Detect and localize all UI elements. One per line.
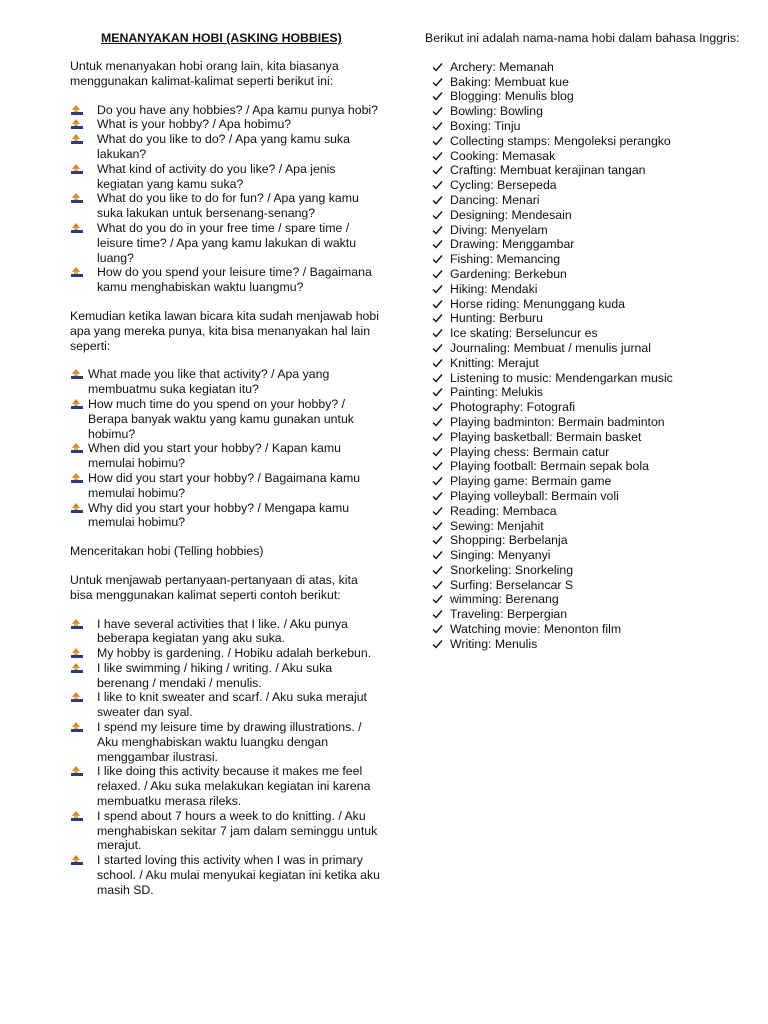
- hobby-label: Fishing: Memancing: [450, 252, 561, 267]
- list-item: How did you start your hobby? / Bagaimana kamu memulai hobimu?: [70, 471, 382, 501]
- list-item: [425, 311, 745, 326]
- list-item: [425, 474, 745, 489]
- hobby-label: Horse riding: Menunggang kuda: [450, 296, 626, 311]
- check-mark-icon: [432, 506, 443, 516]
- hobby-label: Bowling: Bowling: [450, 104, 543, 119]
- check-mark-icon: [432, 387, 443, 397]
- hobby-list-intro: Berikut ini adalah nama-nama hobi dalam bahasa Inggris:: [425, 31, 740, 45]
- list-item: [425, 400, 745, 415]
- hobby-label: Gardening: Berkebun: [450, 266, 567, 281]
- hobby-label: Listening to music: Mendengarkan music: [450, 370, 673, 385]
- check-mark-icon: [432, 373, 443, 383]
- check-mark-icon: [432, 284, 443, 294]
- list-item: Why did you start your hobby? / Mengapa kamu memulai hobimu?: [70, 501, 382, 531]
- check-mark-icon: [432, 491, 443, 501]
- right-column: [425, 31, 745, 666]
- check-mark-icon: [432, 225, 443, 235]
- arrow-bullet-icon: [71, 692, 83, 702]
- list-item: [425, 563, 745, 578]
- list-item: [425, 134, 745, 149]
- hobby-label: Hiking: Mendaki: [450, 281, 538, 296]
- check-mark-icon: [432, 77, 443, 87]
- list-item: [425, 208, 745, 223]
- arrow-bullet-icon: [71, 193, 83, 203]
- list-item: [425, 326, 745, 341]
- list-item: [425, 385, 745, 400]
- check-mark-icon: [432, 136, 443, 146]
- arrow-bullet-icon: [71, 119, 83, 129]
- check-mark-icon: [432, 151, 443, 161]
- arrow-bullet-icon: [71, 399, 83, 409]
- list-item: [425, 445, 745, 460]
- check-mark-icon: [432, 180, 443, 190]
- list-item: [425, 193, 745, 208]
- list-item: [425, 282, 745, 297]
- arrow-bullet-icon: [71, 105, 83, 115]
- hobby-label: Hunting: Berburu: [450, 311, 543, 326]
- check-mark-icon: [432, 106, 443, 116]
- arrow-bullet-icon: [71, 722, 83, 732]
- hobby-label: Knitting: Merajut: [450, 355, 539, 370]
- arrow-bullet-icon: [71, 369, 83, 379]
- arrow-bullet-icon: [71, 503, 83, 513]
- check-mark-icon: [432, 447, 443, 457]
- list-item: [425, 622, 745, 637]
- check-mark-icon: [432, 91, 443, 101]
- hobby-label: Painting: Melukis: [450, 385, 543, 400]
- list-item: What do you do in your free time / spare time / leisure time? / Apa yang kamu lakukan di waktu luang?: [70, 221, 382, 265]
- check-mark-icon: [432, 402, 443, 412]
- list-item: When did you start your hobby? / Kapan kamu memulai hobimu?: [70, 441, 382, 471]
- hobby-label: Shopping: Berbelanja: [450, 533, 568, 548]
- hobby-label: Watching movie: Menonton film: [450, 622, 622, 637]
- list-item: [425, 89, 745, 104]
- check-mark-icon: [432, 343, 443, 353]
- arrow-bullet-icon: [71, 443, 83, 453]
- list-item: [425, 371, 745, 386]
- hobby-label: Playing game: Bermain game: [450, 474, 612, 489]
- hobby-label: Journaling: Membuat / menulis jurnal: [450, 340, 651, 355]
- list-item: I spend about 7 hours a week to do knitting. / Aku menghabiskan sekitar 7 jam dalam seminggu untuk merajut.: [70, 809, 382, 853]
- intro-paragraph: Untuk menanyakan hobi orang lain, kita biasanya menggunakan kalimat-kalimat seperti berikut ini:: [70, 59, 339, 88]
- check-mark-icon: [432, 461, 443, 471]
- hobby-label: Designing: Mendesain: [450, 207, 572, 222]
- check-mark-icon: [432, 165, 443, 175]
- check-mark-icon: [432, 358, 443, 368]
- check-mark-icon: [432, 328, 443, 338]
- check-mark-icon: [432, 254, 443, 264]
- list-item: [425, 163, 745, 178]
- list-item: [425, 104, 745, 119]
- hobby-label: Cooking: Memasak: [450, 148, 556, 163]
- check-mark-icon: [432, 550, 443, 560]
- check-mark-icon: [432, 417, 443, 427]
- arrow-bullet-icon: [71, 663, 83, 673]
- list-item: How do you spend your leisure time? / Bagaimana kamu menghabiskan waktu luangmu?: [70, 265, 382, 295]
- list-item: I like swimming / hiking / writing. / Aku suka berenang / mendaki / menulis.: [70, 661, 382, 691]
- hobby-label: Cycling: Bersepeda: [450, 178, 557, 193]
- hobby-label: Writing: Menulis: [450, 636, 538, 651]
- list-item: [425, 578, 745, 593]
- list-item: [425, 519, 745, 534]
- hobby-label: Blogging: Menulis blog: [450, 89, 574, 104]
- check-mark-icon: [432, 594, 443, 604]
- hobby-label: Playing badminton: Bermain badminton: [450, 414, 665, 429]
- hobby-label: Surfing: Berselancar S: [450, 577, 574, 592]
- hobby-label: Singing: Menyanyi: [450, 548, 551, 563]
- page-title: MENANYAKAN HOBI (ASKING HOBBIES): [101, 31, 342, 45]
- list-item: Do you have any hobbies? / Apa kamu punya hobi?: [70, 103, 382, 118]
- list-item: I like doing this activity because it makes me feel relaxed. / Aku suka melakukan kegiatan ini karena membuatku merasa rileks.: [70, 764, 382, 808]
- list-item: [425, 119, 745, 134]
- check-mark-icon: [432, 609, 443, 619]
- arrow-bullet-icon: [71, 619, 83, 629]
- list-item: [425, 252, 745, 267]
- list-item: [425, 637, 745, 652]
- list-item: [425, 504, 745, 519]
- hobby-label: Snorkeling: Snorkeling: [450, 562, 574, 577]
- list-item: [425, 267, 745, 282]
- hobby-label: Boxing: Tinju: [450, 118, 521, 133]
- check-mark-icon: [432, 62, 443, 72]
- arrow-bullet-icon: [71, 766, 83, 776]
- list-item: I have several activities that I like. / Aku punya beberapa kegiatan yang aku suka.: [70, 617, 382, 647]
- arrow-bullet-icon: [71, 164, 83, 174]
- hobby-label: wimming: Berenang: [450, 592, 559, 607]
- arrow-bullet-icon: [71, 811, 83, 821]
- hobby-label: Sewing: Menjahit: [450, 518, 544, 533]
- hobby-label: Ice skating: Berseluncur es: [450, 326, 598, 341]
- list-item: I like to knit sweater and scarf. / Aku suka merajut sweater dan syal.: [70, 690, 382, 720]
- list-item: My hobby is gardening. / Hobiku adalah berkebun.: [70, 646, 382, 661]
- check-mark-icon: [432, 624, 443, 634]
- list-item: [425, 178, 745, 193]
- check-mark-icon: [432, 639, 443, 649]
- followup-list: [70, 367, 382, 530]
- arrow-bullet-icon: [71, 855, 83, 865]
- hobby-label: Dancing: Menari: [450, 192, 540, 207]
- hobby-label: Photography: Fotografi: [450, 400, 576, 415]
- hobby-label: Playing volleyball: Bermain voli: [450, 488, 619, 503]
- telling-intro: Untuk menjawab pertanyaan-pertanyaan di atas, kita bisa menggunakan kalimat seperti contoh berikut:: [70, 572, 358, 602]
- list-item: [425, 223, 745, 238]
- list-item: [425, 459, 745, 474]
- check-mark-icon: [432, 432, 443, 442]
- telling-heading: Menceritakan hobi (Telling hobbies): [70, 544, 264, 559]
- list-item: What made you like that activity? / Apa yang membuatmu suka kegiatan itu?: [70, 367, 382, 397]
- list-item: [425, 356, 745, 371]
- hobby-list: [425, 60, 745, 652]
- hobby-label: Collecting stamps: Mengoleksi perangko: [450, 133, 671, 148]
- list-item: What is your hobby? / Apa hobimu?: [70, 117, 382, 132]
- list-item: [425, 489, 745, 504]
- list-item: [425, 297, 745, 312]
- check-mark-icon: [432, 476, 443, 486]
- hobby-label: Archery: Memanah: [450, 59, 554, 74]
- question-list: [70, 103, 382, 295]
- answer-list: [70, 617, 382, 898]
- arrow-bullet-icon: [71, 473, 83, 483]
- arrow-bullet-icon: [71, 134, 83, 144]
- list-item: [425, 415, 745, 430]
- list-item: I started loving this activity when I was in primary school. / Aku mulai menyukai kegiatan ini ketika aku masih SD.: [70, 853, 382, 897]
- hobby-label: Playing chess: Bermain catur: [450, 444, 610, 459]
- arrow-bullet-icon: [71, 223, 83, 233]
- hobby-label: Traveling: Berpergian: [450, 607, 568, 622]
- left-column: [70, 31, 382, 912]
- arrow-bullet-icon: [71, 267, 83, 277]
- list-item: [425, 430, 745, 445]
- list-item: What kind of activity do you like? / Apa jenis kegiatan yang kamu suka?: [70, 162, 382, 192]
- check-mark-icon: [432, 121, 443, 131]
- list-item: What do you like to do for fun? / Apa yang kamu suka lakukan untuk bersenang-senang?: [70, 191, 382, 221]
- hobby-label: Playing football: Bermain sepak bola: [450, 459, 649, 474]
- list-item: [425, 548, 745, 563]
- check-mark-icon: [432, 521, 443, 531]
- hobby-label: Drawing: Menggambar: [450, 237, 575, 252]
- list-item: [425, 341, 745, 356]
- hobby-label: Crafting: Membuat kerajinan tangan: [450, 163, 646, 178]
- arrow-bullet-icon: [71, 648, 83, 658]
- list-item: [425, 533, 745, 548]
- list-item: [425, 60, 745, 75]
- check-mark-icon: [432, 535, 443, 545]
- check-mark-icon: [432, 195, 443, 205]
- check-mark-icon: [432, 210, 443, 220]
- hobby-label: Reading: Membaca: [450, 503, 557, 518]
- check-mark-icon: [432, 565, 443, 575]
- hobby-label: Baking: Membuat kue: [450, 74, 569, 89]
- followup-intro: Kemudian ketika lawan bicara kita sudah menjawab hobi apa yang mereka punya, kita bisa menanyakan hal lain seperti:: [70, 308, 379, 353]
- hobby-label: Playing basketball: Bermain basket: [450, 429, 642, 444]
- list-item: [425, 237, 745, 252]
- list-item: [425, 75, 745, 90]
- list-item: [425, 149, 745, 164]
- check-mark-icon: [432, 269, 443, 279]
- list-item: [425, 607, 745, 622]
- list-item: What do you like to do? / Apa yang kamu suka lakukan?: [70, 132, 382, 162]
- list-item: I spend my leisure time by drawing illustrations. / Aku menghabiskan waktu luangku dengan menggambar ilustrasi.: [70, 720, 382, 764]
- check-mark-icon: [432, 299, 443, 309]
- list-item: How much time do you spend on your hobby? / Berapa banyak waktu yang kamu gunakan untuk hobimu?: [70, 397, 382, 441]
- check-mark-icon: [432, 313, 443, 323]
- list-item: [425, 592, 745, 607]
- hobby-label: Diving: Menyelam: [450, 222, 548, 237]
- check-mark-icon: [432, 580, 443, 590]
- check-mark-icon: [432, 239, 443, 249]
